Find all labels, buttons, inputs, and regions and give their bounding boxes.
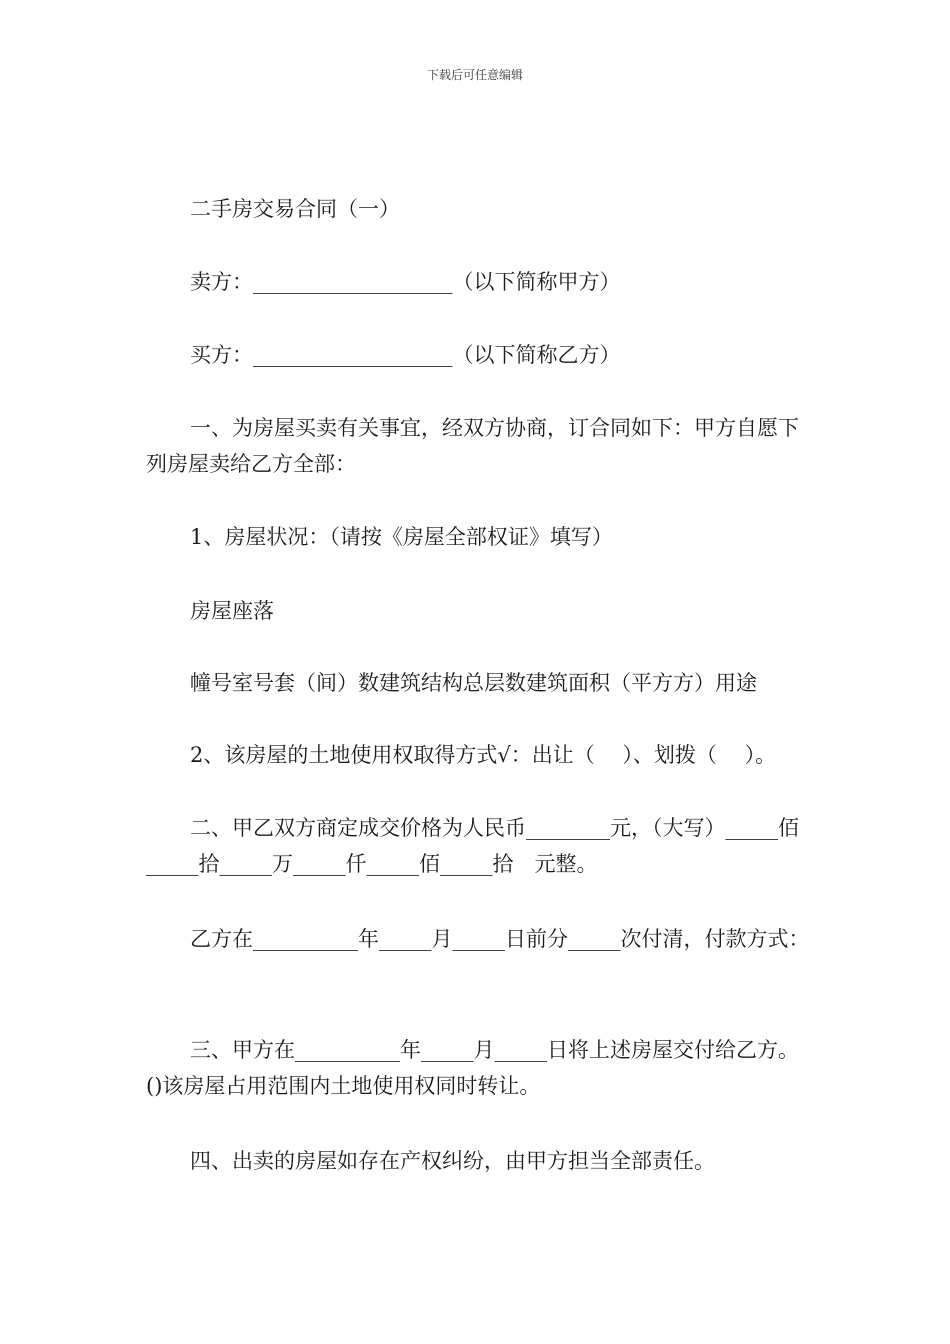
buyer-line: 买方：___________________（以下简称乙方） bbox=[190, 343, 621, 367]
contract-title: 二手房交易合同（一） bbox=[190, 197, 400, 221]
house-condition-item: 1、房屋状况：（请按《房屋全部权证》填写） bbox=[190, 525, 613, 549]
clause-3-paragraph: 三、甲方在__________年_____月_____日将上述房屋交付给乙方。()该房屋占用范围内土地使用权同时转让。 bbox=[146, 1038, 799, 1098]
clause-2-paragraph: 二、甲乙双方商定成交价格为人民币________元，（大写）_____佰_____拾_____万_____仟_____佰_____拾 元整。 bbox=[146, 816, 799, 876]
clause-1-paragraph: 一、为房屋买卖有关事宜，经双方协商，订合同如下：甲方自愿下列房屋卖给乙方全部： bbox=[146, 416, 799, 476]
seller-line: 卖方：___________________（以下简称甲方） bbox=[190, 270, 621, 294]
page-header-note: 下载后可任意编辑 bbox=[426, 68, 523, 82]
payment-paragraph: 乙方在__________年_____月_____日前分_____次付清，付款方式： bbox=[190, 927, 810, 951]
land-use-right-item: 2、该房屋的土地使用权取得方式√：出让（ ）、划拨（ ）。 bbox=[190, 743, 777, 767]
house-location-label: 房屋座落 bbox=[190, 599, 274, 623]
clause-4-paragraph: 四、出卖的房屋如存在产权纠纷，由甲方担当全部责任。 bbox=[190, 1149, 715, 1173]
house-columns-line: 幢号室号套（间）数建筑结构总层数建筑面积（平方方）用途 bbox=[190, 671, 757, 695]
